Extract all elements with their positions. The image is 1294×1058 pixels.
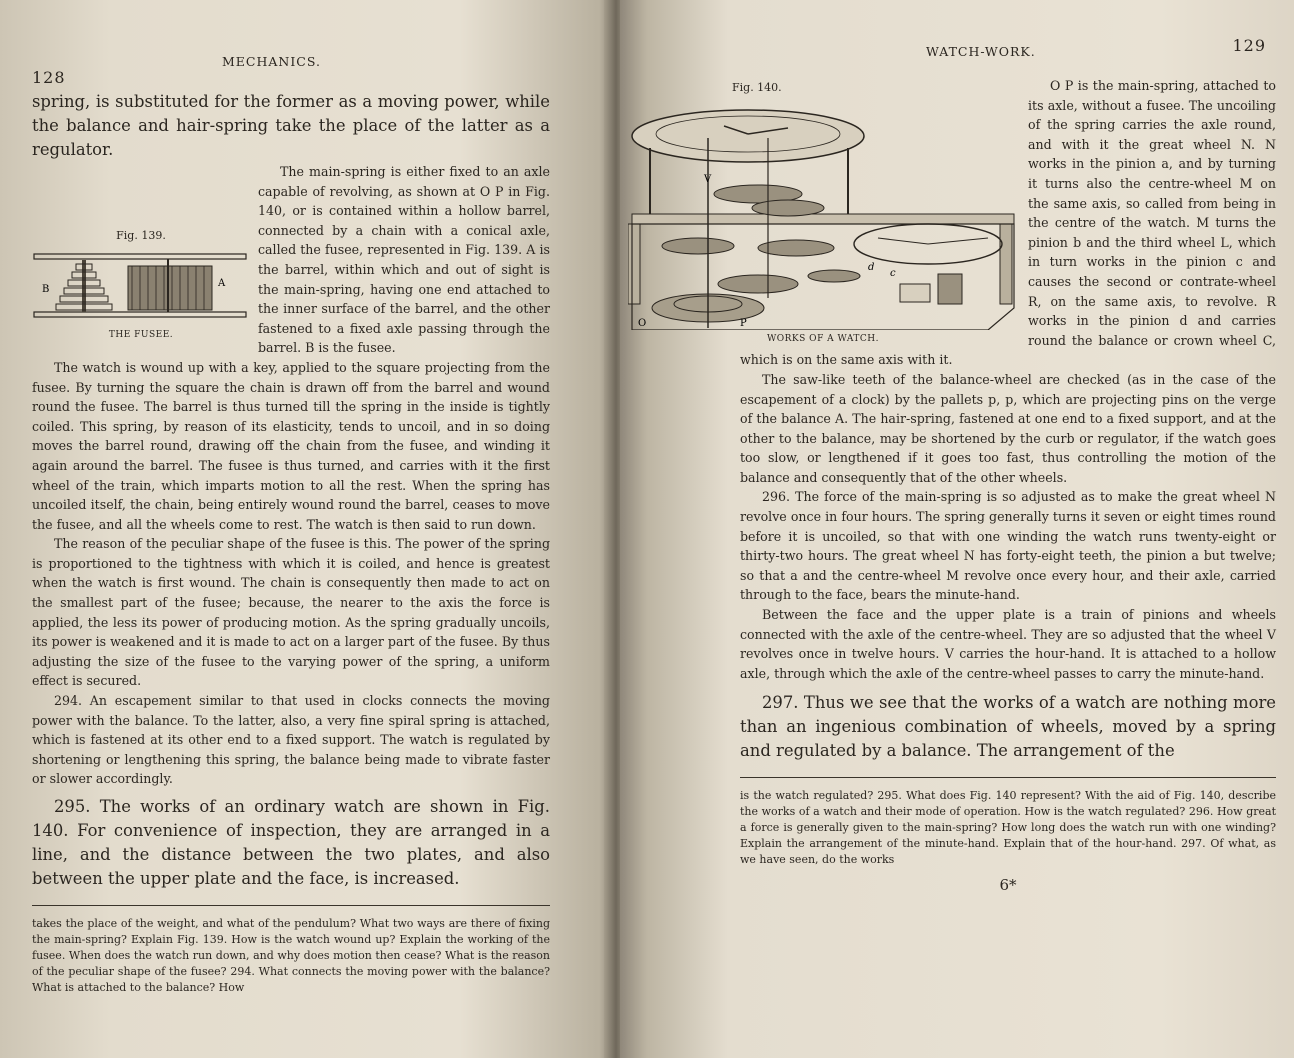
watch-works-figure: [628, 78, 1018, 344]
right-running-title: WATCH-WORK.: [926, 44, 1036, 59]
left-intro-paragraph: spring, is substituted for the former as a moving power, while the balance and hair-spring take the place of the latter as a regulator.: [32, 92, 550, 159]
watch-mark-d: d: [868, 261, 875, 273]
fusee-mark-a: A: [218, 277, 226, 289]
right-footnote-rule: [740, 777, 1276, 778]
left-running-title: MECHANICS.: [222, 54, 321, 69]
right-paragraph-op: O P is the main-spring, attached to its axle, without a fusee. The uncoiling of the spring carries the axle round, and with it the great wheel N. N works in the pinion a, and by turning it turns also the centre-wheel M on the same axis, so called from being in the centre of the watch. M turns the pinion b and the third wheel L, which in turn works in the pinion c and causes the second or contrate-wheel R, on the same axis, to revolve. R works in the pinion d and carries round the balance or crown wheel C, which is on the same axis with it.: [740, 78, 1276, 368]
watch-mark-v: V: [704, 173, 712, 185]
right-page: [620, 0, 1294, 1058]
fusee-illustration: [32, 246, 250, 326]
left-paragraph-294: 294. An escapement similar to that used in clocks connects the moving power with the balance. To the latter, also, a very fine spiral spring is attached, which is fastened at its other end to a fixed support. The watch is regulated by shortening or lengthening this spring, the balance being made to vibrate faster or slower accordingly.: [32, 693, 550, 787]
watch-mark-p: P: [740, 317, 747, 329]
watch-mark-o: O: [638, 317, 647, 329]
left-paragraph-fusee-shape: The reason of the peculiar shape of the fusee is this. The power of the spring is proportioned to the tightness with which it is coiled, and hence is greatest when the watch is first wound. The chain is consequently then made to act on the smallest part of the fusee; because, the nearer to the axis the force is applied, the less its power of producing motion. As the spring gradually uncoils, its power is weakened and it is made to act on a larger part of the fusee. By thus adjusting the size of the fusee to the varying power of the spring, a uniform effect is secured.: [32, 536, 550, 689]
left-page: [0, 0, 612, 1058]
watch-mark-c: c: [890, 267, 896, 279]
left-footnote-rule: [32, 905, 550, 906]
right-running-head: [740, 34, 1276, 62]
left-footnote: takes the place of the weight, and what of the pendulum? What two ways are there of fixing the main-spring? Explain Fig. 139. How is the watch wound up? Explain the working of the fusee. When does the watch run down, and why does motion then cease? What is the reason of the peculiar shape of the fusee? 294. What connects the moving power with the balance? What is attached to the balance? How: [32, 917, 550, 994]
right-paragraph-296: 296. The force of the main-spring is so adjusted as to make the great wheel N revolve once in four hours. The spring generally turns it seven or eight times round before it is uncoiled, so that with one winding the watch runs twenty-eight or thirty-two hours. The great wheel N has forty-eight teeth, the pinion a but twelve; so that a and the centre-wheel M revolve once every hour, and their axle, carried through to the face, bears the minute-hand.: [740, 489, 1276, 603]
right-paragraph-hour-hand: Between the face and the upper plate is a train of pinions and wheels connected with the axle of the centre-wheel. They are so adjusted that the wheel V revolves once in twelve hours. V carries the hour-hand. It is attached to a hollow axle, through which the axle of the centre-wheel passes to carry the minute-hand.: [740, 607, 1276, 681]
left-paragraph-winding: The watch is wound up with a key, applied to the square projecting from the fusee. By turning the square the chain is drawn off from the barrel and wound round the fusee. The barrel is thus turned till the spring in the inside is tightly coiled. This spring, by reason of its elasticity, tends to uncoil, and in so doing moves the barrel round, drawing off the chain from the fusee, and winding it again around the barrel. The fusee is thus turned, and carries with it the first wheel of the train, which imparts motion to all the rest. When the spring has uncoiled itself, the chain, being entirely wound round the barrel, ceases to move the fusee, and all the wheels come to rest. The watch is then said to run down.: [32, 359, 550, 532]
fusee-mark-b: B: [42, 283, 50, 295]
left-paragraph-295: 295. The works of an ordinary watch are shown in Fig. 140. For convenience of inspection, they are arranged in a line, and the distance between the two plates, and also between the upper plate and the face, is increased.: [32, 797, 550, 888]
signature-mark: 6*: [999, 876, 1017, 895]
right-paragraph-balance: The saw-like teeth of the balance-wheel are checked (as in the case of the escapement of a clock) by the pallets p, p, which are projecting pins on the verge of the balance A. The hair-spring, fastened at one end to a fixed support, and at the other to the balance, may be shortened by the curb or regulator, if the watch goes too slow, or lengthened if it goes too fast, thus controlling the motion of the balance and consequently that of the other wheels.: [740, 371, 1276, 485]
watch-figure-caption: WORKS OF A WATCH.: [767, 333, 879, 344]
left-page-number: 128: [32, 68, 66, 87]
watch-figure-label: Fig. 140.: [732, 81, 782, 94]
right-page-number: 129: [1232, 36, 1266, 55]
right-footnote: is the watch regulated? 295. What does Fig. 140 represent? With the aid of Fig. 140, describe the works of a watch and their mode of operation. How is the watch regulated? 296. How great a force is generally given to the main-spring? How long does the watch run with one winding? Explain the arrangement of the minute-hand. Explain that of the hour-hand. 297. Of what, as we have seen, do the works: [740, 789, 1276, 867]
watch-works-illustration: [628, 98, 1018, 330]
right-paragraph-297: 297. Thus we see that the works of a watch are nothing more than an ingenious combination of wheels, moved by a spring and regulated by a balance. The arrangement of the: [740, 693, 1276, 761]
left-running-head: [32, 40, 550, 87]
fusee-figure-label: Fig. 139.: [116, 229, 166, 242]
left-paragraph-mainspring: The main-spring is either fixed to an axle capable of revolving, as shown at O P in Fig. 140, or is contained within a hollow barrel, connected by a chain with a conical axle, called the fusee, represented in Fig. 139. A is the barrel, within which and out of sight is the main-spring, having one end attached to the inner surface of the barrel, and the other fastened to a fixed axle passing through the barrel. B is the fusee.: [258, 164, 550, 356]
fusee-figure: [32, 226, 250, 340]
fusee-figure-caption: THE FUSEE.: [108, 329, 174, 340]
